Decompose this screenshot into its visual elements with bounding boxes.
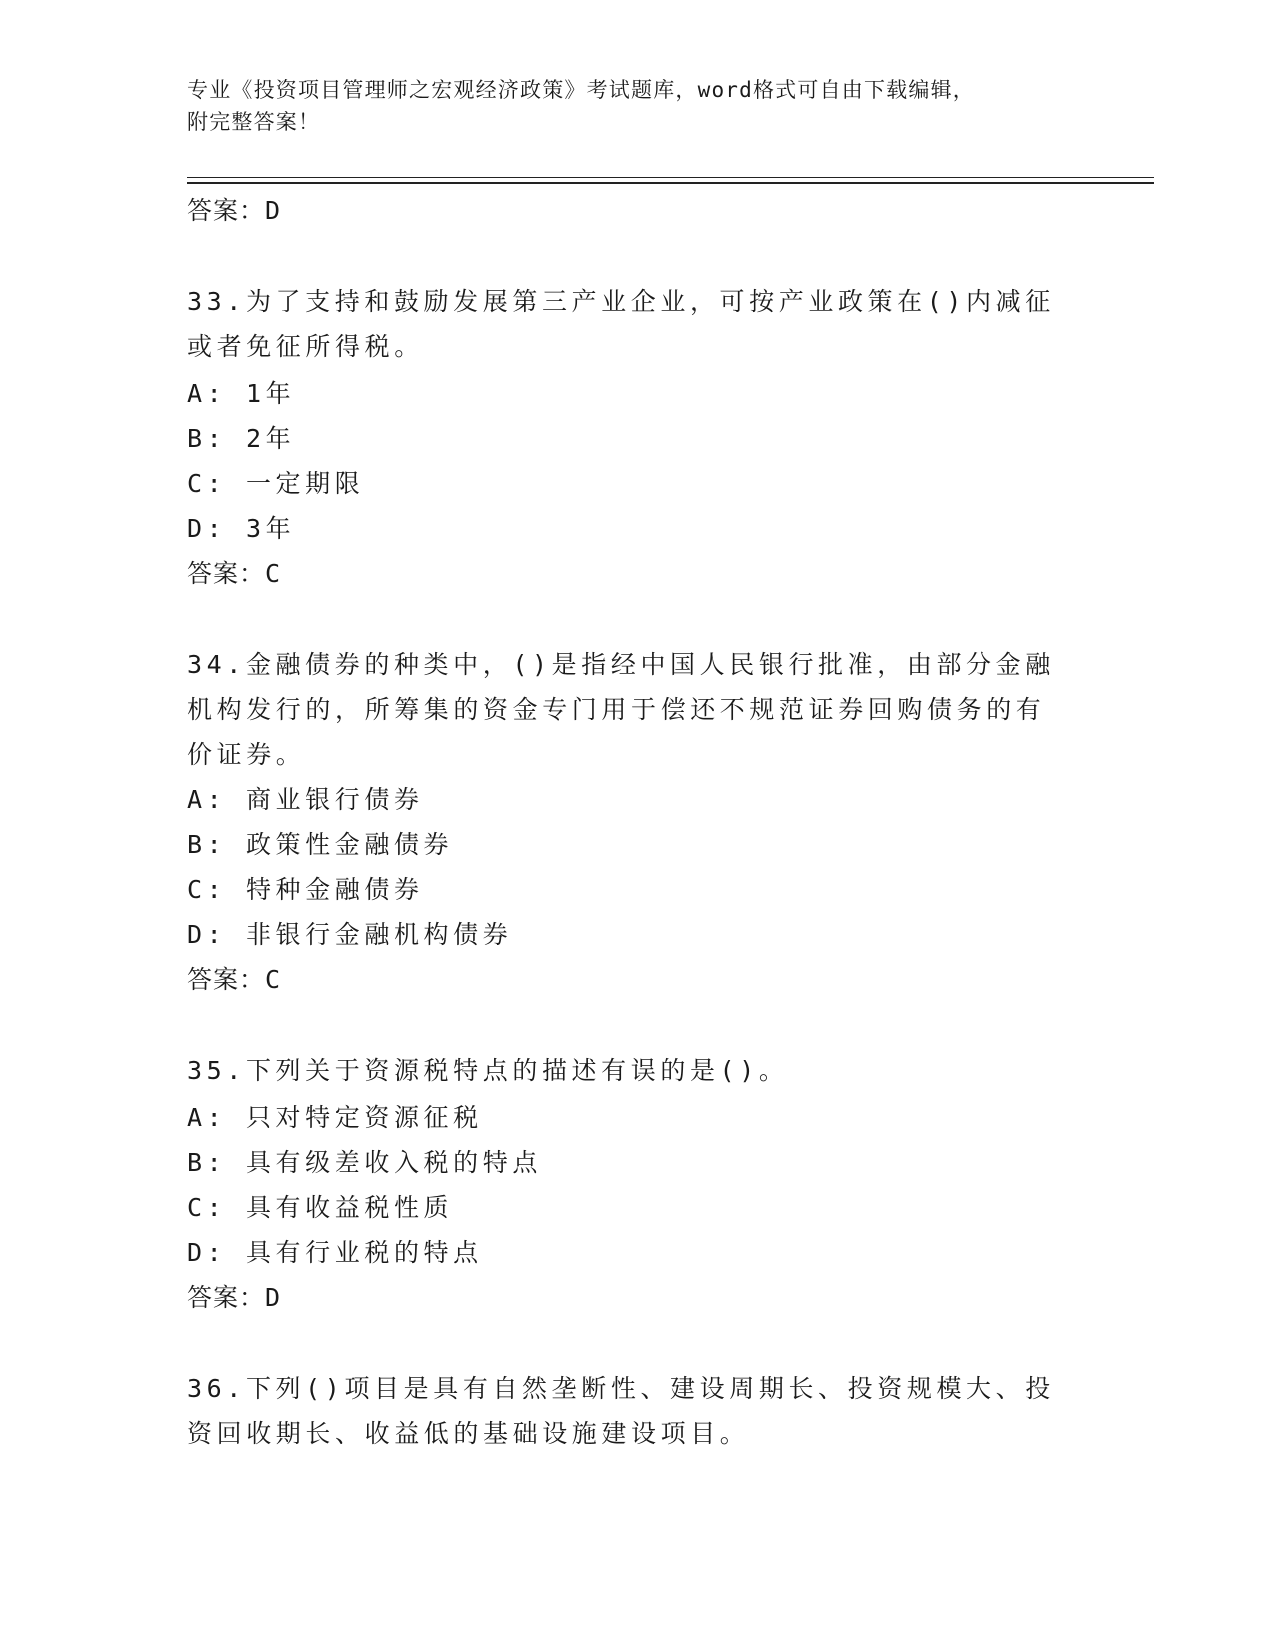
answer-label: 答案：: [187, 1283, 266, 1312]
option-d: D: 3年: [187, 514, 296, 543]
document-header: [187, 74, 1087, 138]
header-divider-thick: [187, 182, 1154, 184]
answer-label: 答案：: [187, 559, 266, 588]
answer-label: 答案：: [187, 965, 266, 994]
answer-value: C: [265, 559, 282, 588]
option-b: B: 2年: [187, 424, 296, 453]
answer-line: [187, 559, 281, 589]
answer-line: [187, 965, 281, 995]
answer-value: D: [265, 196, 282, 225]
answer-line: [187, 196, 281, 226]
option-c: C: 具有收益税性质: [187, 1193, 454, 1222]
answer-value: C: [265, 965, 282, 994]
answer-line: [187, 1283, 281, 1313]
option-c: C: 一定期限: [187, 469, 365, 498]
option-d: D: 非银行金融机构债券: [187, 920, 513, 949]
answer-value: D: [265, 1283, 282, 1312]
option-a: A: 1年: [187, 379, 296, 408]
question-stem: 33.为了支持和鼓励发展第三产业企业，可按产业政策在()内减征或者免征所得税。: [187, 287, 1055, 361]
answer-label: 答案：: [187, 196, 266, 225]
option-b: B: 具有级差收入税的特点: [187, 1148, 542, 1177]
option-c: C: 特种金融债券: [187, 875, 424, 904]
option-a: A: 商业银行债券: [187, 785, 424, 814]
option-a: A: 只对特定资源征税: [187, 1103, 483, 1132]
question-stem: 34.金融债券的种类中，()是指经中国人民银行批准，由部分金融机构发行的，所筹集的资金专门用于偿还不规范证券回购债务的有价证券。: [187, 650, 1055, 769]
header-line-1: 专业《投资项目管理师之宏观经济政策》考试题库，word格式可自由下载编辑，: [187, 78, 975, 102]
option-d: D: 具有行业税的特点: [187, 1238, 483, 1267]
option-b: B: 政策性金融债券: [187, 830, 454, 859]
question-stem: 36.下列()项目是具有自然垄断性、建设周期长、投资规模大、投资回收期长、收益低的基础设施建设项目。: [187, 1374, 1055, 1448]
header-line-2: 附完整答案！: [187, 110, 321, 134]
question-stem: 35.下列关于资源税特点的描述有误的是()。: [187, 1056, 789, 1085]
header-divider: [187, 177, 1154, 178]
